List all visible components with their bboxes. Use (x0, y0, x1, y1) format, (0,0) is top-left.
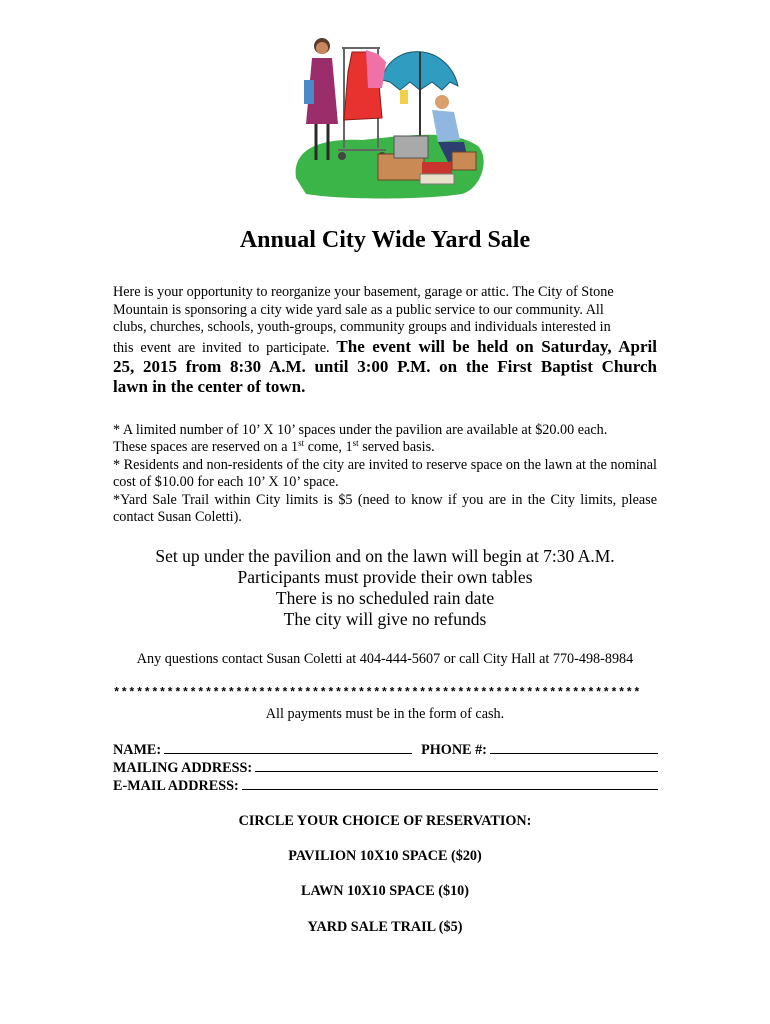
registration-form (113, 740, 658, 794)
intro-paragraph (113, 284, 657, 397)
form-row (113, 776, 658, 794)
address-field[interactable] (255, 758, 658, 772)
notice-line: There is no scheduled rain date (275, 588, 495, 608)
phone-label: PHONE #: (421, 742, 487, 758)
page-title: Annual City Wide Yard Sale (239, 227, 531, 253)
contact-info: Any questions contact Susan Coletti at 404-444-5607 or call City Hall at 770-498-8984 (136, 651, 634, 667)
detail-item: * Residents and non-residents of the city are invited to reserve space on the lawn at the nominal cost of $10.00 for each 10’ X 10’ space. (113, 456, 657, 491)
payment-note: All payments must be in the form of cash. (265, 706, 505, 722)
reservation-option-trail[interactable]: YARD SALE TRAIL ($5) (307, 919, 463, 935)
email-field[interactable] (242, 776, 658, 790)
form-row (113, 740, 658, 758)
email-label: E-MAIL ADDRESS: (113, 778, 239, 794)
pavilion-spaces-text: * A limited number of 10’ X 10’ spaces under the pavilion are available at $20.00 each. (113, 422, 608, 438)
event-time-text: 25, 2015 from 8:30 A.M. until 3:00 P.M. on the First Baptist Church (113, 357, 657, 377)
notice-line: The city will give no refunds (283, 609, 487, 629)
yard-sale-clipart-icon (282, 28, 490, 200)
intro-line: Mountain is sponsoring a city wide yard sale as a public service to our community. All (113, 301, 604, 318)
intro-line (113, 337, 657, 358)
reservation-heading: CIRCLE YOUR CHOICE OF RESERVATION: (238, 813, 532, 829)
notice-line: Set up under the pavilion and on the lawn will begin at 7:30 A.M. (155, 546, 615, 566)
superscript: st (352, 438, 359, 449)
reserve-basis-text: come, 1 (304, 439, 353, 456)
detail-item: *Yard Sale Trail within City limits is $5 (need to know if you are in the City limits, please contact Susan Coletti). (113, 491, 657, 526)
notice-line: Participants must provide their own tables (237, 567, 533, 587)
form-row (113, 758, 658, 776)
details-list (113, 422, 657, 526)
reservation-option-pavilion[interactable]: PAVILION 10X10 SPACE ($20) (288, 848, 482, 864)
superscript: st (298, 438, 305, 449)
phone-field[interactable] (490, 740, 658, 754)
name-label: NAME: (113, 742, 162, 758)
address-label: MAILING ADDRESS: (113, 760, 253, 776)
notices (0, 546, 770, 630)
detail-item (113, 422, 657, 457)
reserve-basis-text: served basis. (358, 439, 435, 456)
intro-line: Here is your opportunity to reorganize your basement, garage or attic. The City of Stone (113, 284, 614, 300)
event-location-text: lawn in the center of town. (113, 377, 306, 397)
divider: ********************************************************************* (113, 686, 641, 700)
name-field[interactable] (164, 740, 412, 754)
event-date-text: The event will be held on Saturday, April (336, 336, 657, 356)
intro-line: clubs, churches, schools, youth-groups, community groups and individuals interested in (113, 319, 611, 336)
intro-invite-text: this event are invited to participate. (113, 339, 330, 356)
reservation-option-lawn[interactable]: LAWN 10X10 SPACE ($10) (300, 883, 470, 899)
reserve-basis-text: These spaces are reserved on a 1 (113, 439, 299, 456)
